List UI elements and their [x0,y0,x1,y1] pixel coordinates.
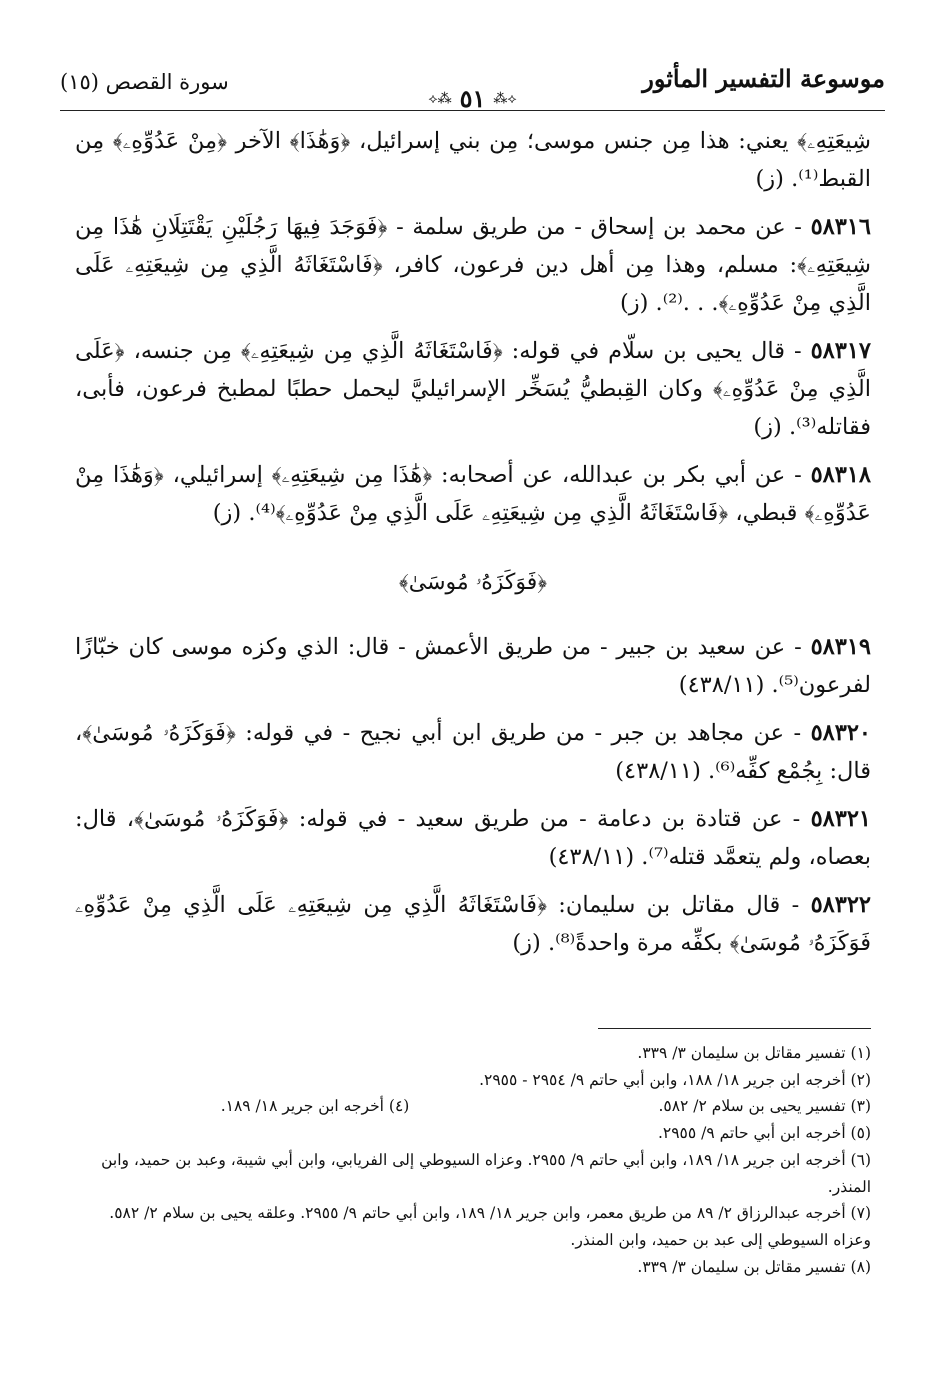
entry-number: ٥٨٣١٨ [810,462,871,488]
entry-text: - عن أبي بكر بن عبدالله، عن أصحابه: ﴿هَٰذَا مِن شِيعَتِهِۦ﴾ إسرائيلي، ﴿وَهَٰذَا مِنْ عَدُوِّهِۦ﴾ قبطي، ﴿فَاسْتَغَاثَهُ الَّذِي مِن شِيعَتِهِۦ عَلَى الَّذِي مِنْ عَدُوِّهِۦ﴾⁽⁴⁾. (ز) [75,462,871,526]
footnote-1: (١) تفسير مقاتل بن سليمان ٣/ ٣٣٩. [637,1044,871,1062]
entry-58321 [75,800,871,876]
page-number: ٥١ [459,84,486,113]
entry-text: - قال يحيى بن سلّام في قوله: ﴿فَاسْتَغَاثَهُ الَّذِي مِن شِيعَتِهِۦ﴾ مِن جنسه، ﴿عَلَى الَّذِي مِنْ عَدُوِّهِۦ﴾ وكان القِبطيُّ يُسَخِّر الإسرائيليَّ ليحمل حطبًا لمطبخ فرعون، فأبى، فقاتله⁽³⁾. (ز) [75,338,871,440]
entry-text: - عن مجاهد بن جبر - من طريق ابن أبي نجيح - في قوله: ﴿فَوَكَزَهُۥ مُوسَىٰ﴾، قال: بِجُمْع كفِّه⁽⁶⁾. (٤٣٨/١١) [75,720,871,784]
ornament-right-icon: ⁂⟡ [493,90,517,107]
footnote-3: (٣) تفسير يحيى بن سلام ٢/ ٥٨٢. [658,1097,871,1116]
footnotes [75,1040,871,1280]
footnote-7: (٧) أخرجه عبدالرزاق ٢/ ٨٩ من طريق معمر، وابن جرير ١٨/ ١٨٩، وابن أبي حاتم ٩/ ٢٩٥٥. وعلقه يحيى بن سلام ٢/ ٥٨٢. وعزاه السيوطي إلى عبد بن حميد، وابن المنذر. [109,1204,871,1249]
entry-58319 [75,628,871,704]
footnote-6: (٦) أخرجه ابن جرير ١٨/ ١٨٩، وابن أبي حاتم ٩/ ٢٩٥٥. وعزاه السيوطي إلى الفريابي، وابن أبي شيبة، وعبد بن حميد، وابن المنذر. [101,1150,871,1196]
entry-text: شِيعَتِهِۦ﴾ يعني: هذا مِن جنس موسى؛ مِن بني إسرائيل، ﴿وَهَٰذَا﴾ الآخر ﴿مِنْ عَدُوِّهِۦ﴾ مِن القبط⁽¹⁾. (ز) [75,128,871,192]
entry-number: ٥٨٣١٦ [810,214,871,240]
ornament-left-icon: ⟡⁂ [428,90,452,107]
entry-number: ٥٨٣١٩ [810,634,871,660]
footnote-pair-3-4 [75,1093,871,1120]
footnote-5: (٥) أخرجه ابن أبي حاتم ٩/ ٢٩٥٥. [657,1124,871,1143]
page-number-box [428,84,516,113]
footnote-8: (٨) تفسير مقاتل بن سليمان ٣/ ٣٣٩. [637,1257,871,1276]
main-content [75,122,871,972]
section-heading: ﴿فَوَكَزَهُۥ مُوسَىٰ﴾ [399,570,547,595]
footnote-rule [598,1028,871,1029]
entry-58318 [75,456,871,532]
entry-text: - عن سعيد بن جبير - من طريق الأعمش - قال: الذي وكزه موسى كان خبّازًا لفرعون⁽⁵⁾. (٤٣٨/١١) [75,634,871,698]
entry-text: - عن قتادة بن دعامة - من طريق سعيد - في قوله: ﴿فَوَكَزَهُۥ مُوسَىٰ﴾، قال: بعصاه، ولم يتعمَّد قتله⁽⁷⁾. (٤٣٨/١١) [75,806,871,870]
entry-number: ٥٨٣١٧ [810,338,871,364]
entry-58317 [75,332,871,446]
entry-58322 [75,886,871,962]
header-rule [60,110,885,111]
entry-text: - عن محمد بن إسحاق - من طريق سلمة - ﴿فَوَجَدَ فِيهَا رَجُلَيْنِ يَقْتَتِلَانِ هَٰذَا مِن شِيعَتِهِۦ﴾: مسلم، وهذا مِن أهل دين فرعون، كافر، ﴿فَاسْتَغَاثَهُ الَّذِي مِن شِيعَتِهِۦ عَلَى الَّذِي مِنْ عَدُوِّهِۦ﴾. . .⁽²⁾. (ز) [75,214,871,316]
entry-number: ٥٨٣٢٢ [810,892,871,918]
entry-58320 [75,714,871,790]
page-header [60,58,885,114]
entry-number: ٥٨٣٢٠ [810,720,871,746]
entry-text: - قال مقاتل بن سليمان: ﴿فَاسْتَغَاثَهُ الَّذِي مِن شِيعَتِهِۦ عَلَى الَّذِي مِنْ عَدُوِّهِۦ فَوَكَزَهُۥ مُوسَىٰ﴾ بكفِّه مرة واحدةً⁽⁸⁾. (ز) [75,892,871,956]
book-title: موسوعة التفسير المأثور [642,64,885,93]
surah-label: سورة القصص (١٥) [60,70,229,94]
entry-58316 [75,208,871,322]
footnote-4: (٤) أخرجه ابن جرير ١٨/ ١٨٩. [220,1097,410,1116]
entry-number: ٥٨٣٢١ [810,806,871,832]
footnote-2: (٢) أخرجه ابن جرير ١٨/ ١٨٨، وابن أبي حاتم ٩/ ٢٩٥٤ - ٢٩٥٥. [479,1070,871,1089]
entry-continuation [75,122,871,198]
